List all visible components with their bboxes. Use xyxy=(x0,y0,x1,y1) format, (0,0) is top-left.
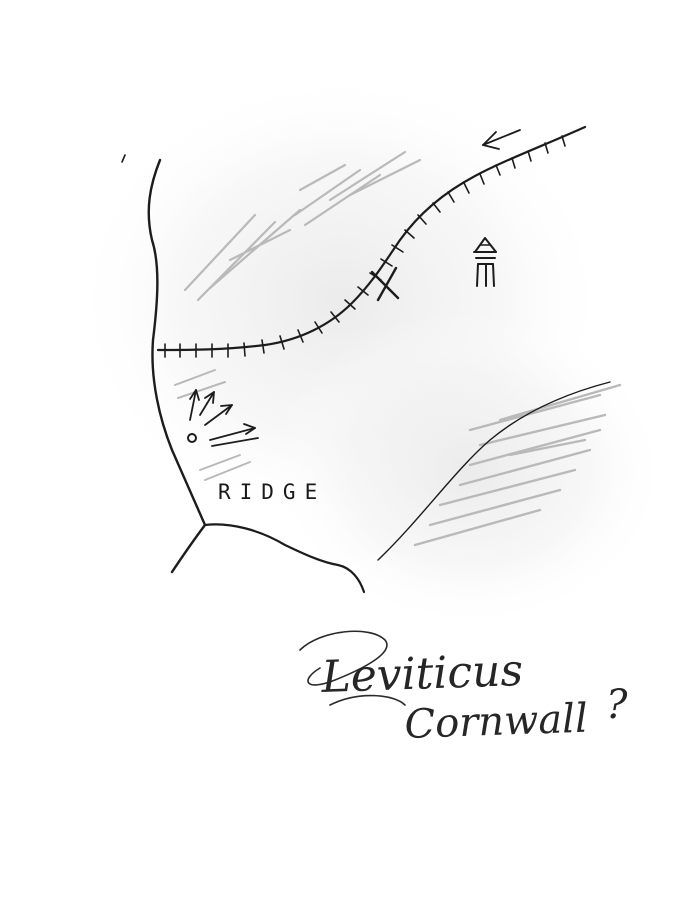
ridge-label: RIDGE xyxy=(218,480,327,504)
terrain-edge-tick xyxy=(122,155,125,162)
signature-first-name: Leviticus xyxy=(320,644,524,703)
signature-question-mark: ? xyxy=(606,682,628,728)
signature-last-name: Cornwall xyxy=(403,695,589,748)
